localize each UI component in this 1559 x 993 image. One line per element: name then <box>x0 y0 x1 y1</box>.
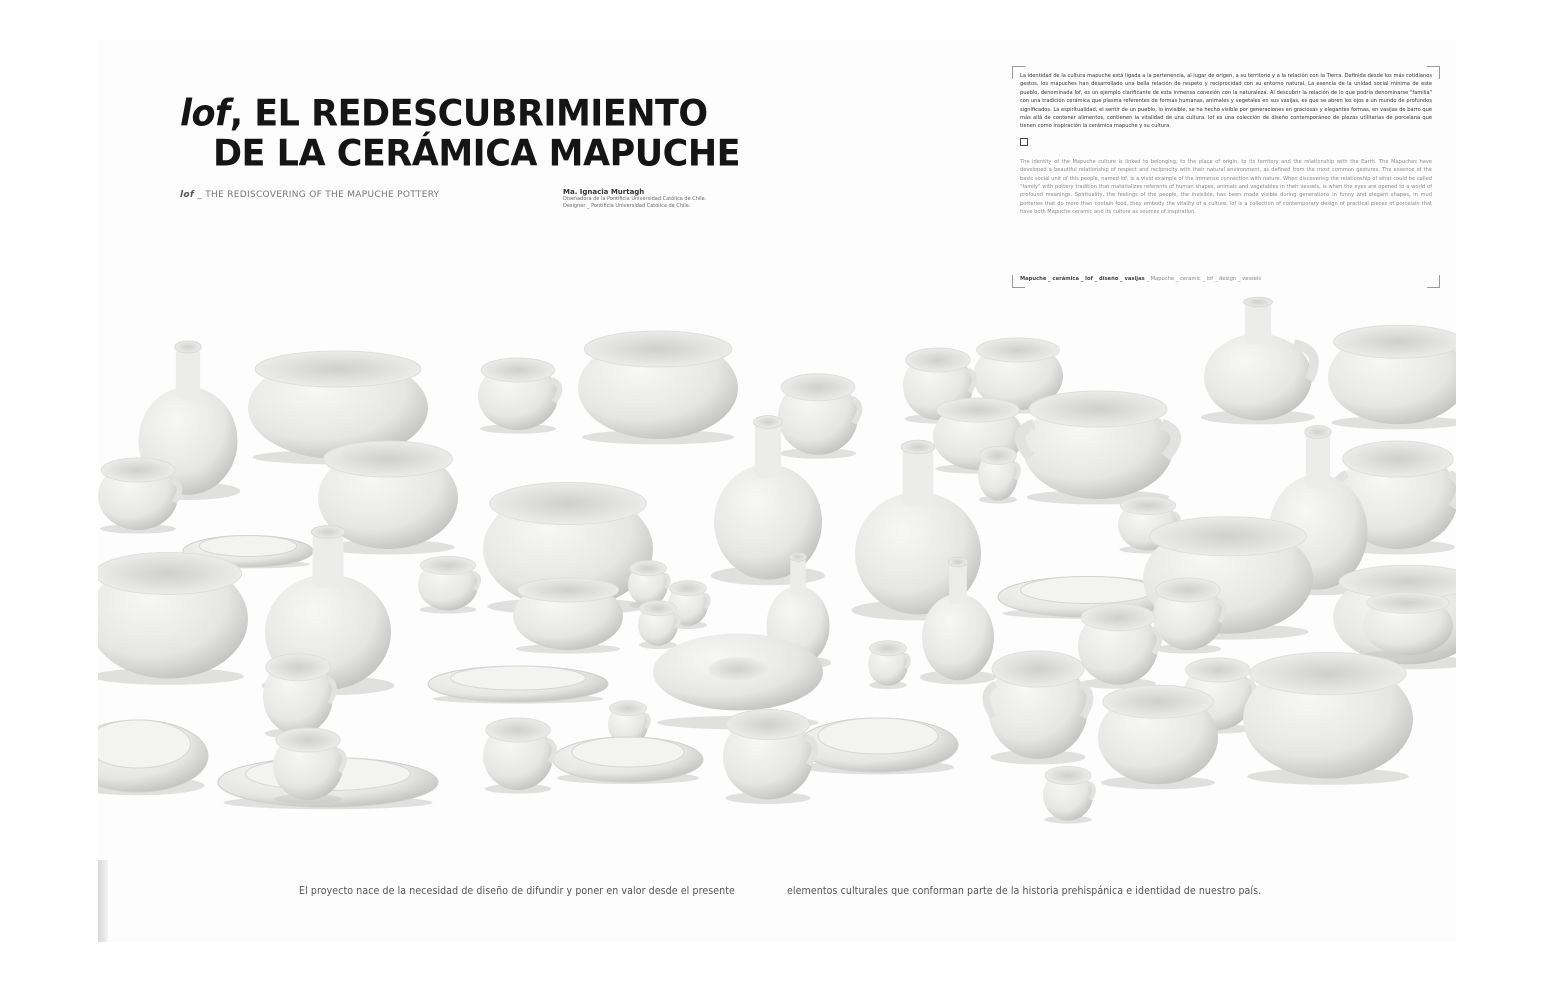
corner-mark <box>1427 66 1440 79</box>
porcelain-vessel <box>1328 325 1456 429</box>
porcelain-vessel <box>1153 578 1224 654</box>
porcelain-vessel <box>263 654 334 739</box>
keywords <box>1020 276 1261 282</box>
subtitle-brand: lof <box>180 190 195 200</box>
porcelain-vessel <box>1020 391 1176 504</box>
abstract-spanish: La identidad de la cultura mapuche está ligada a la pertenencia, al lugar de origen, a su territorio y a la relación con la Tierra. Definida desde los más cotidianos gestos, los mapuches han desarrollado una bella relación de respeto y reciprocidad con su entorno natural. La esencia de la unidad social mínima de este pueblo, denominada lof, es un ejemplo clarificante de esta inmensa conexión con la naturaleza. Al descubrir la relación de lo que podría denominarse "familia" con una tradición cerámica que plasma referentes de formas humanas, animales y vegetales en sus vasijas, es que se abren los ojos a un mundo de profundos significados. La espiritualidad, el sentir de un pueblo, lo invisible, se ha hecho visible por generaciones en graciosas y elegantes formas, en vasijas de barro que más allá de contener alimentos, contienen la vitalidad de una cultura. lof es una colección de diseño contemporáneo de piezas utilitarias de porcelana que tienen como inspiración la cerámica mapuche y su cultura. <box>1020 73 1432 130</box>
porcelain-vessel <box>868 641 909 689</box>
caption-right: elementos culturales que conforman parte de la historia prehispánica e identidad de nuestro país. <box>787 884 1262 897</box>
porcelain-vessel <box>98 720 208 795</box>
porcelain-vessel <box>723 710 815 805</box>
corner-mark <box>1012 66 1025 79</box>
porcelain-vessel <box>798 718 958 774</box>
porcelain-vessel <box>1201 297 1315 424</box>
author-role-en: Designer _ Pontificia Universidad Católica de Chile. <box>563 203 691 209</box>
porcelain-vessel <box>478 358 560 434</box>
porcelain-vessel <box>1243 653 1413 785</box>
porcelain-vessel <box>553 737 703 784</box>
porcelain-vessel <box>1098 685 1218 789</box>
porcelain-vessel <box>1043 767 1094 824</box>
porcelain-vessel <box>978 447 1019 504</box>
subtitle-text: _ THE REDISCOVERING OF THE MAPUCHE POTTERY <box>194 190 440 200</box>
keywords-separator: _ <box>1144 276 1151 282</box>
porcelain-vessel <box>98 553 248 685</box>
porcelain-vessel <box>418 557 479 614</box>
author-role-es: Diseñadora de la Pontificia Universidad Católica de Chile. <box>563 196 707 202</box>
title-line2: DE LA CERÁMICA MAPUCHE <box>213 132 741 175</box>
porcelain-vessel <box>483 718 554 794</box>
title-brand: lof <box>180 93 230 136</box>
porcelain-vessel <box>428 666 608 704</box>
porcelain-vessel <box>578 331 738 444</box>
title-line1: , EL REDESCUBRIMIENTO <box>229 93 708 136</box>
article-title <box>180 94 740 174</box>
pottery-photo <box>98 292 1456 840</box>
abstract-english: The identity of the Mapuche culture is linked to belonging, to the place of origin, to its territory and the relationship with the Earth. The Mapuches have developed a beautiful relationship of respect and reciprocity with their natural environment, as defined from the most common gestures. The essence of the basic social unit of this people, named lof, is a vivid example of the immense connection with nature. When discovering the relationship of what could be called "family" with pottery tradition that materializes referents of human shapes, animals and vegetables in their vessels, is when the eyes are opened to a world of profound meanings. Spirituality, the feelings of the people, the invisible, has been made visible during generations in funny and elegant shapes, in mud potteries that do more than contain food, they embody the vitality of a culture. lof is a collection of contemporary design of practical pieces of porcelain that have both Mapuche ceramic and its culture as sources of inspiration. <box>1020 158 1432 216</box>
porcelain-vessel <box>513 578 623 654</box>
abstract-box <box>1012 66 1440 288</box>
porcelain-vessel <box>1078 604 1160 689</box>
porcelain-vessel <box>986 651 1090 764</box>
porcelain-vessel <box>98 458 180 534</box>
keywords-en: Mapuche _ ceramic _ lof _ design _ vessels <box>1150 276 1262 282</box>
corner-mark <box>1427 275 1440 288</box>
page-edge-shadow <box>98 860 108 942</box>
author-block <box>563 188 763 210</box>
end-mark-icon <box>1020 138 1028 146</box>
porcelain-vessel <box>778 374 860 459</box>
porcelain-vessels-illustration <box>98 292 1456 840</box>
article-subtitle <box>180 190 439 200</box>
caption-left: El proyecto nace de la necesidad de diseño de difundir y poner en valor desde el presente <box>299 884 735 897</box>
porcelain-vessel <box>638 601 679 649</box>
keywords-es: Mapuche _ cerámica _ lof _ diseño _ vasijas <box>1020 276 1145 282</box>
author-name: Ma. Ignacia Murtagh <box>563 188 645 196</box>
